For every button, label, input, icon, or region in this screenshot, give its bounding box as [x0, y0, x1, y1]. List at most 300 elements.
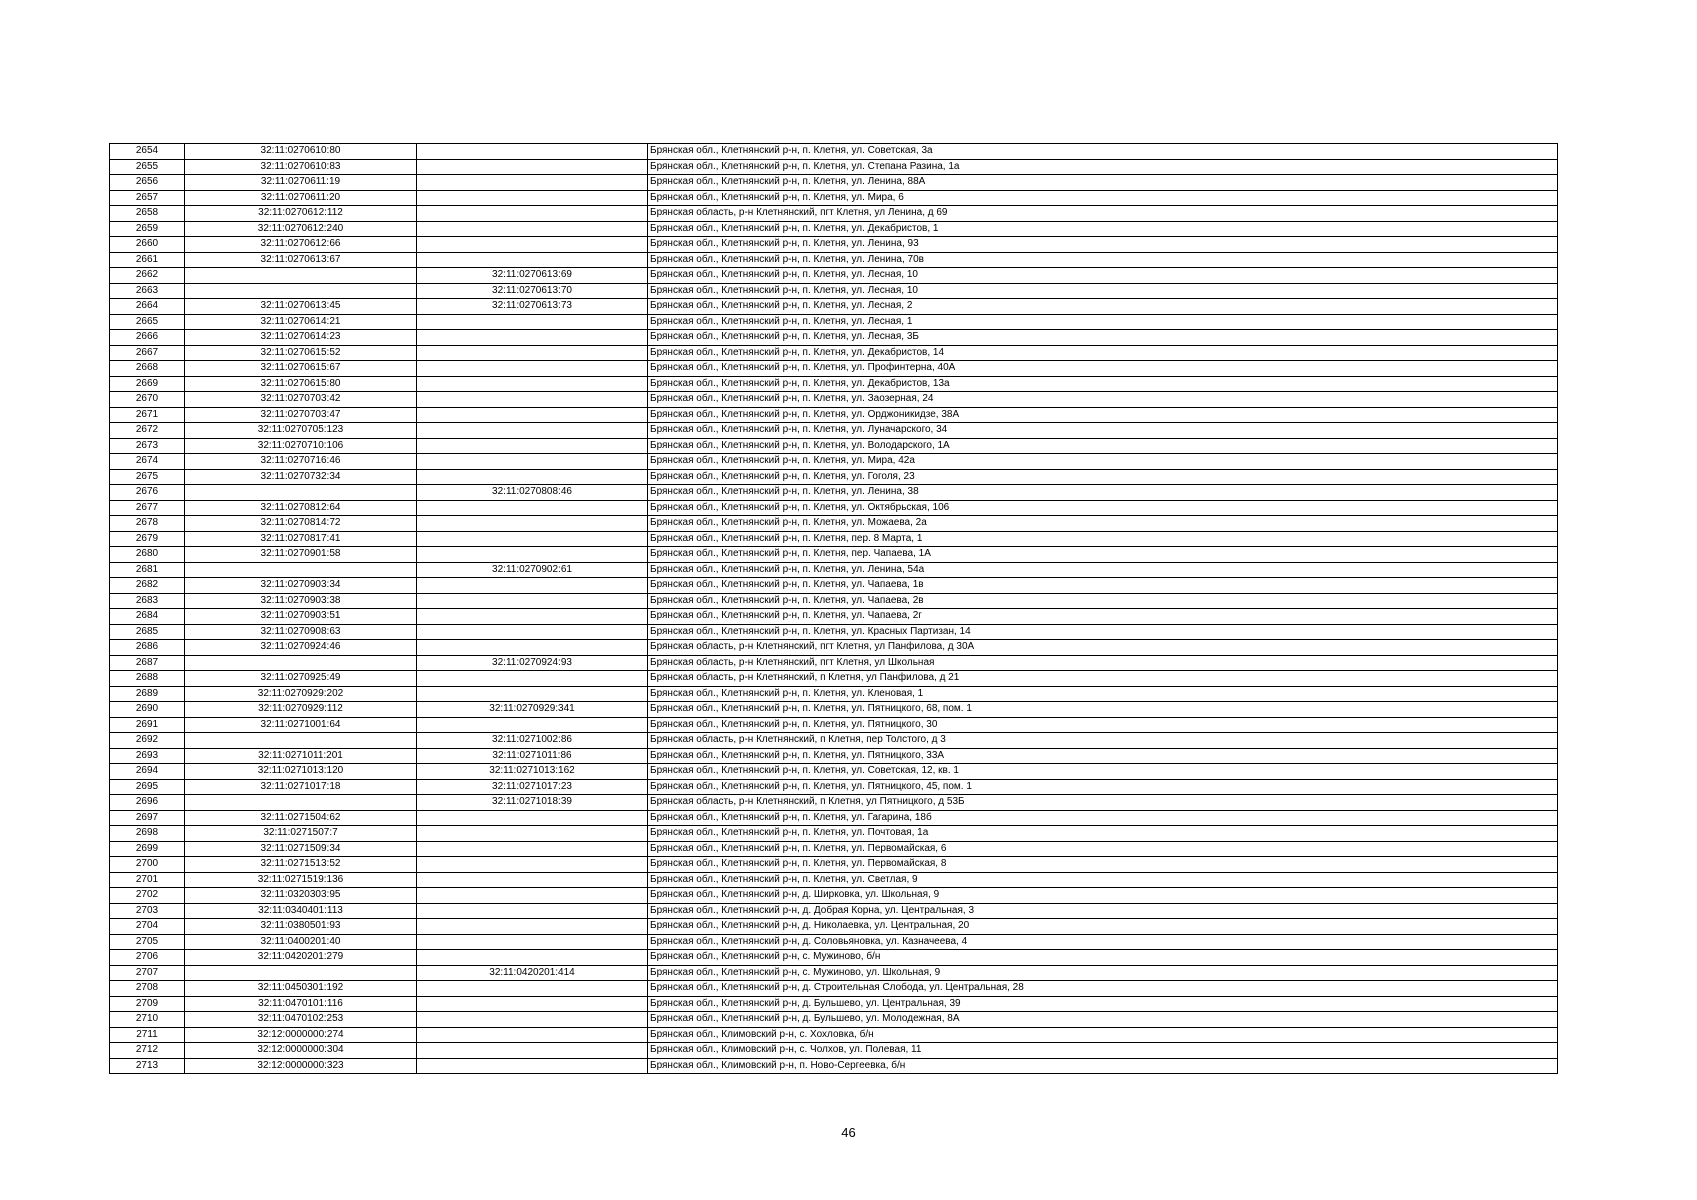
- related-cadastral-number-cell: 32:11:0271011:86: [417, 748, 648, 764]
- table-row: [110, 392, 1558, 408]
- table-row: [110, 531, 1558, 547]
- table-row: [110, 454, 1558, 470]
- table-row: [110, 1043, 1558, 1059]
- table-row: [110, 702, 1558, 718]
- row-number-cell: 2666: [110, 330, 185, 346]
- table-row: [110, 516, 1558, 532]
- cadastral-number-cell: 32:11:0270812:64: [185, 500, 417, 516]
- cadastral-number-cell: 32:11:0270929:112: [185, 702, 417, 718]
- row-number-cell: 2675: [110, 469, 185, 485]
- row-number-cell: 2684: [110, 609, 185, 625]
- address-cell: Брянская обл., Клетнянский р-н, п. Клетня, ул. Ленина, 38: [648, 485, 1558, 501]
- address-cell: Брянская обл., Клетнянский р-н, п. Клетня, ул. Декабристов, 13а: [648, 376, 1558, 392]
- table-row: [110, 268, 1558, 284]
- cadastral-number-cell: 32:12:0000000:323: [185, 1058, 417, 1074]
- table-row: [110, 686, 1558, 702]
- related-cadastral-number-cell: 32:11:0420201:414: [417, 965, 648, 981]
- table-row: [110, 950, 1558, 966]
- row-number-cell: 2703: [110, 903, 185, 919]
- related-cadastral-number-cell: [417, 175, 648, 191]
- records-table: [109, 143, 1558, 1074]
- row-number-cell: 2706: [110, 950, 185, 966]
- cadastral-number-cell: [185, 268, 417, 284]
- page-number: 46: [841, 1125, 856, 1140]
- related-cadastral-number-cell: 32:11:0271018:39: [417, 795, 648, 811]
- address-cell: Брянская обл., Клетнянский р-н, п. Клетня, ул. Пятницкого, 33А: [648, 748, 1558, 764]
- related-cadastral-number-cell: [417, 531, 648, 547]
- row-number-cell: 2657: [110, 190, 185, 206]
- address-cell: Брянская обл., Клетнянский р-н, п. Клетня, ул. Первомайская, 6: [648, 841, 1558, 857]
- address-cell: Брянская обл., Клетнянский р-н, п. Клетня, ул. Пятницкого, 45, пом. 1: [648, 779, 1558, 795]
- row-number-cell: 2679: [110, 531, 185, 547]
- address-cell: Брянская обл., Клетнянский р-н, п. Клетня, ул. Октябрьская, 106: [648, 500, 1558, 516]
- table-row: [110, 888, 1558, 904]
- table-row: [110, 593, 1558, 609]
- related-cadastral-number-cell: [417, 361, 648, 377]
- address-cell: Брянская обл., Клетнянский р-н, п. Клетня, ул. Светлая, 9: [648, 872, 1558, 888]
- table-row: [110, 934, 1558, 950]
- cadastral-number-cell: 32:11:0271001:64: [185, 717, 417, 733]
- related-cadastral-number-cell: 32:11:0270924:93: [417, 655, 648, 671]
- row-number-cell: 2688: [110, 671, 185, 687]
- cadastral-number-cell: [185, 485, 417, 501]
- related-cadastral-number-cell: [417, 314, 648, 330]
- related-cadastral-number-cell: [417, 934, 648, 950]
- table-row: [110, 810, 1558, 826]
- related-cadastral-number-cell: 32:11:0271013:162: [417, 764, 648, 780]
- table-row: [110, 562, 1558, 578]
- row-number-cell: 2692: [110, 733, 185, 749]
- table-row: [110, 609, 1558, 625]
- table-row: [110, 345, 1558, 361]
- table-row: [110, 252, 1558, 268]
- row-number-cell: 2665: [110, 314, 185, 330]
- address-cell: Брянская обл., Клетнянский р-н, п. Клетня, ул. Володарского, 1А: [648, 438, 1558, 454]
- related-cadastral-number-cell: [417, 345, 648, 361]
- address-cell: Брянская обл., Клетнянский р-н, п. Клетня, ул. Советская, 12, кв. 1: [648, 764, 1558, 780]
- cadastral-number-cell: 32:11:0270703:47: [185, 407, 417, 423]
- address-cell: Брянская обл., Клетнянский р-н, п. Клетня, ул. Ленина, 54а: [648, 562, 1558, 578]
- address-cell: Брянская обл., Клетнянский р-н, п. Клетня, ул. Пятницкого, 68, пом. 1: [648, 702, 1558, 718]
- related-cadastral-number-cell: [417, 252, 648, 268]
- related-cadastral-number-cell: [417, 593, 648, 609]
- row-number-cell: 2693: [110, 748, 185, 764]
- table-row: [110, 376, 1558, 392]
- table-row: [110, 423, 1558, 439]
- row-number-cell: 2671: [110, 407, 185, 423]
- address-cell: Брянская обл., Клетнянский р-н, п. Клетня, ул. Лесная, 10: [648, 268, 1558, 284]
- related-cadastral-number-cell: [417, 469, 648, 485]
- related-cadastral-number-cell: [417, 872, 648, 888]
- row-number-cell: 2681: [110, 562, 185, 578]
- address-cell: Брянская обл., Клетнянский р-н, п. Клетня, ул. Можаева, 2а: [648, 516, 1558, 532]
- related-cadastral-number-cell: 32:11:0270613:73: [417, 299, 648, 315]
- related-cadastral-number-cell: 32:11:0270613:70: [417, 283, 648, 299]
- cadastral-number-cell: 32:11:0270924:46: [185, 640, 417, 656]
- cadastral-number-cell: 32:11:0380501:93: [185, 919, 417, 935]
- address-cell: Брянская обл., Клетнянский р-н, п. Клетня, ул. Лесная, 10: [648, 283, 1558, 299]
- address-cell: Брянская обл., Клетнянский р-н, п. Клетня, ул. Кленовая, 1: [648, 686, 1558, 702]
- table-row: [110, 361, 1558, 377]
- cadastral-number-cell: 32:11:0270611:20: [185, 190, 417, 206]
- cadastral-number-cell: 32:11:0270929:202: [185, 686, 417, 702]
- cadastral-number-cell: 32:11:0340401:113: [185, 903, 417, 919]
- related-cadastral-number-cell: [417, 1012, 648, 1028]
- row-number-cell: 2700: [110, 857, 185, 873]
- row-number-cell: 2669: [110, 376, 185, 392]
- address-cell: Брянская обл., Клетнянский р-н, д. Николаевка, ул. Центральная, 20: [648, 919, 1558, 935]
- cadastral-number-cell: 32:11:0270908:63: [185, 624, 417, 640]
- address-cell: Брянская обл., Клетнянский р-н, с. Мужиново, ул. Школьная, 9: [648, 965, 1558, 981]
- row-number-cell: 2674: [110, 454, 185, 470]
- table-row: [110, 221, 1558, 237]
- related-cadastral-number-cell: [417, 547, 648, 563]
- related-cadastral-number-cell: [417, 330, 648, 346]
- row-number-cell: 2661: [110, 252, 185, 268]
- cadastral-number-cell: [185, 283, 417, 299]
- row-number-cell: 2682: [110, 578, 185, 594]
- related-cadastral-number-cell: [417, 423, 648, 439]
- cadastral-number-cell: 32:11:0270611:19: [185, 175, 417, 191]
- address-cell: Брянская обл., Клетнянский р-н, п. Клетня, ул. Красных Партизан, 14: [648, 624, 1558, 640]
- table-row: [110, 965, 1558, 981]
- table-row: [110, 1012, 1558, 1028]
- cadastral-number-cell: 32:11:0270615:52: [185, 345, 417, 361]
- address-cell: Брянская обл., Клетнянский р-н, п. Клетня, ул. Чапаева, 2г: [648, 609, 1558, 625]
- related-cadastral-number-cell: [417, 686, 648, 702]
- row-number-cell: 2691: [110, 717, 185, 733]
- address-cell: Брянская обл., Клетнянский р-н, п. Клетня, ул. Декабристов, 1: [648, 221, 1558, 237]
- row-number-cell: 2699: [110, 841, 185, 857]
- cadastral-number-cell: 32:11:0270703:42: [185, 392, 417, 408]
- cadastral-number-cell: 32:11:0271504:62: [185, 810, 417, 826]
- related-cadastral-number-cell: [417, 671, 648, 687]
- related-cadastral-number-cell: [417, 578, 648, 594]
- address-cell: Брянская обл., Климовский р-н, с. Хохловка, б/н: [648, 1027, 1558, 1043]
- address-cell: Брянская обл., Клетнянский р-н, п. Клетня, пер. 8 Марта, 1: [648, 531, 1558, 547]
- cadastral-number-cell: 32:11:0271519:136: [185, 872, 417, 888]
- cadastral-number-cell: [185, 795, 417, 811]
- address-cell: Брянская обл., Клетнянский р-н, п. Клетня, ул. Гагарина, 18б: [648, 810, 1558, 826]
- cadastral-number-cell: 32:11:0271011:201: [185, 748, 417, 764]
- cadastral-number-cell: 32:11:0271513:52: [185, 857, 417, 873]
- cadastral-number-cell: 32:11:0271017:18: [185, 779, 417, 795]
- related-cadastral-number-cell: [417, 888, 648, 904]
- row-number-cell: 2659: [110, 221, 185, 237]
- row-number-cell: 2660: [110, 237, 185, 253]
- related-cadastral-number-cell: [417, 919, 648, 935]
- table-row: [110, 903, 1558, 919]
- related-cadastral-number-cell: [417, 237, 648, 253]
- address-cell: Брянская обл., Клетнянский р-н, п. Клетня, ул. Заозерная, 24: [648, 392, 1558, 408]
- cadastral-number-cell: 32:11:0270710:106: [185, 438, 417, 454]
- related-cadastral-number-cell: 32:11:0270808:46: [417, 485, 648, 501]
- table-row: [110, 779, 1558, 795]
- cadastral-number-cell: [185, 655, 417, 671]
- address-cell: Брянская обл., Клетнянский р-н, д. Бульшево, ул. Центральная, 39: [648, 996, 1558, 1012]
- cadastral-number-cell: 32:11:0270614:21: [185, 314, 417, 330]
- cadastral-number-cell: 32:11:0270901:58: [185, 547, 417, 563]
- cadastral-number-cell: 32:11:0470101:116: [185, 996, 417, 1012]
- address-cell: Брянская обл., Клетнянский р-н, п. Клетня, ул. Мира, 6: [648, 190, 1558, 206]
- address-cell: Брянская обл., Клетнянский р-н, д. Строительная Слобода, ул. Центральная, 28: [648, 981, 1558, 997]
- table-row: [110, 996, 1558, 1012]
- related-cadastral-number-cell: [417, 950, 648, 966]
- address-cell: Брянская обл., Клетнянский р-н, п. Клетня, ул. Степана Разина, 1а: [648, 159, 1558, 175]
- row-number-cell: 2713: [110, 1058, 185, 1074]
- cadastral-number-cell: 32:11:0270817:41: [185, 531, 417, 547]
- row-number-cell: 2687: [110, 655, 185, 671]
- row-number-cell: 2667: [110, 345, 185, 361]
- table-row: [110, 500, 1558, 516]
- row-number-cell: 2707: [110, 965, 185, 981]
- table-row: [110, 547, 1558, 563]
- related-cadastral-number-cell: [417, 857, 648, 873]
- cadastral-number-cell: [185, 965, 417, 981]
- address-cell: Брянская обл., Климовский р-н, п. Ново-Сергеевка, б/н: [648, 1058, 1558, 1074]
- table-row: [110, 919, 1558, 935]
- row-number-cell: 2673: [110, 438, 185, 454]
- address-cell: Брянская обл., Клетнянский р-н, п. Клетня, ул. Лесная, 3Б: [648, 330, 1558, 346]
- related-cadastral-number-cell: 32:11:0270902:61: [417, 562, 648, 578]
- related-cadastral-number-cell: [417, 159, 648, 175]
- address-cell: Брянская область, р-н Клетнянский, п Клетня, ул Панфилова, д 21: [648, 671, 1558, 687]
- address-cell: Брянская обл., Клетнянский р-н, п. Клетня, ул. Гоголя, 23: [648, 469, 1558, 485]
- cadastral-number-cell: 32:11:0270615:67: [185, 361, 417, 377]
- table-row: [110, 1058, 1558, 1074]
- address-cell: Брянская обл., Клетнянский р-н, п. Клетня, ул. Декабристов, 14: [648, 345, 1558, 361]
- cadastral-number-cell: [185, 562, 417, 578]
- cadastral-number-cell: [185, 733, 417, 749]
- table-row: [110, 795, 1558, 811]
- row-number-cell: 2680: [110, 547, 185, 563]
- related-cadastral-number-cell: 32:11:0271002:86: [417, 733, 648, 749]
- row-number-cell: 2711: [110, 1027, 185, 1043]
- row-number-cell: 2658: [110, 206, 185, 222]
- related-cadastral-number-cell: [417, 221, 648, 237]
- table-row: [110, 640, 1558, 656]
- cadastral-number-cell: 32:11:0270732:34: [185, 469, 417, 485]
- related-cadastral-number-cell: [417, 1027, 648, 1043]
- row-number-cell: 2683: [110, 593, 185, 609]
- row-number-cell: 2697: [110, 810, 185, 826]
- row-number-cell: 2655: [110, 159, 185, 175]
- table-row: [110, 733, 1558, 749]
- cadastral-number-cell: 32:11:0400201:40: [185, 934, 417, 950]
- related-cadastral-number-cell: [417, 454, 648, 470]
- related-cadastral-number-cell: [417, 841, 648, 857]
- related-cadastral-number-cell: 32:11:0270613:69: [417, 268, 648, 284]
- related-cadastral-number-cell: [417, 438, 648, 454]
- address-cell: Брянская обл., Клетнянский р-н, п. Клетня, ул. Советская, 3а: [648, 144, 1558, 160]
- address-cell: Брянская область, р-н Клетнянский, п Клетня, ул Пятницкого, д 53Б: [648, 795, 1558, 811]
- row-number-cell: 2696: [110, 795, 185, 811]
- related-cadastral-number-cell: [417, 996, 648, 1012]
- cadastral-number-cell: 32:11:0420201:279: [185, 950, 417, 966]
- cadastral-number-cell: 32:11:0270612:240: [185, 221, 417, 237]
- table-row: [110, 144, 1558, 160]
- row-number-cell: 2654: [110, 144, 185, 160]
- address-cell: Брянская обл., Клетнянский р-н, п. Клетня, ул. Луначарского, 34: [648, 423, 1558, 439]
- related-cadastral-number-cell: [417, 392, 648, 408]
- table-row: [110, 857, 1558, 873]
- table-row: [110, 159, 1558, 175]
- cadastral-number-cell: 32:11:0270716:46: [185, 454, 417, 470]
- related-cadastral-number-cell: [417, 981, 648, 997]
- row-number-cell: 2695: [110, 779, 185, 795]
- address-cell: Брянская обл., Клетнянский р-н, п. Клетня, ул. Ленина, 93: [648, 237, 1558, 253]
- table-row: [110, 748, 1558, 764]
- related-cadastral-number-cell: [417, 609, 648, 625]
- address-cell: Брянская обл., Клетнянский р-н, д. Соловьяновка, ул. Казначеева, 4: [648, 934, 1558, 950]
- row-number-cell: 2705: [110, 934, 185, 950]
- table-row: [110, 206, 1558, 222]
- row-number-cell: 2678: [110, 516, 185, 532]
- related-cadastral-number-cell: [417, 640, 648, 656]
- table-row: [110, 872, 1558, 888]
- address-cell: Брянская обл., Клетнянский р-н, п. Клетня, ул. Лесная, 2: [648, 299, 1558, 315]
- row-number-cell: 2686: [110, 640, 185, 656]
- related-cadastral-number-cell: [417, 376, 648, 392]
- row-number-cell: 2690: [110, 702, 185, 718]
- table-row: [110, 330, 1558, 346]
- row-number-cell: 2702: [110, 888, 185, 904]
- address-cell: Брянская обл., Клетнянский р-н, п. Клетня, ул. Первомайская, 8: [648, 857, 1558, 873]
- row-number-cell: 2708: [110, 981, 185, 997]
- address-cell: Брянская обл., Клетнянский р-н, п. Клетня, ул. Ленина, 88А: [648, 175, 1558, 191]
- related-cadastral-number-cell: [417, 144, 648, 160]
- address-cell: Брянская обл., Клетнянский р-н, п. Клетня, ул. Почтовая, 1а: [648, 826, 1558, 842]
- cadastral-number-cell: 32:11:0270610:80: [185, 144, 417, 160]
- cadastral-number-cell: 32:11:0271509:34: [185, 841, 417, 857]
- row-number-cell: 2662: [110, 268, 185, 284]
- address-cell: Брянская область, р-н Клетнянский, пгт Клетня, ул Ленина, д 69: [648, 206, 1558, 222]
- table-row: [110, 826, 1558, 842]
- row-number-cell: 2656: [110, 175, 185, 191]
- table-row: [110, 469, 1558, 485]
- table-row: [110, 1027, 1558, 1043]
- row-number-cell: 2670: [110, 392, 185, 408]
- address-cell: Брянская обл., Клетнянский р-н, п. Клетня, ул. Профинтерна, 40А: [648, 361, 1558, 377]
- row-number-cell: 2712: [110, 1043, 185, 1059]
- row-number-cell: 2677: [110, 500, 185, 516]
- row-number-cell: 2698: [110, 826, 185, 842]
- cadastral-number-cell: 32:12:0000000:274: [185, 1027, 417, 1043]
- table-row: [110, 981, 1558, 997]
- row-number-cell: 2709: [110, 996, 185, 1012]
- address-cell: Брянская обл., Клетнянский р-н, п. Клетня, ул. Ленина, 70в: [648, 252, 1558, 268]
- related-cadastral-number-cell: 32:11:0271017:23: [417, 779, 648, 795]
- related-cadastral-number-cell: [417, 624, 648, 640]
- cadastral-number-cell: 32:11:0270612:112: [185, 206, 417, 222]
- row-number-cell: 2689: [110, 686, 185, 702]
- related-cadastral-number-cell: [417, 516, 648, 532]
- table-row: [110, 578, 1558, 594]
- cadastral-number-cell: 32:11:0470102:253: [185, 1012, 417, 1028]
- records-table-body: [110, 144, 1558, 1074]
- related-cadastral-number-cell: [417, 810, 648, 826]
- table-row: [110, 314, 1558, 330]
- address-cell: Брянская обл., Клетнянский р-н, п. Клетня, ул. Чапаева, 1в: [648, 578, 1558, 594]
- table-row: [110, 407, 1558, 423]
- related-cadastral-number-cell: [417, 826, 648, 842]
- table-row: [110, 717, 1558, 733]
- table-row: [110, 485, 1558, 501]
- table-row: [110, 438, 1558, 454]
- address-cell: Брянская обл., Клетнянский р-н, п. Клетня, ул. Орджоникидзе, 38А: [648, 407, 1558, 423]
- table-row: [110, 841, 1558, 857]
- cadastral-number-cell: 32:12:0000000:304: [185, 1043, 417, 1059]
- cadastral-number-cell: 32:11:0450301:192: [185, 981, 417, 997]
- row-number-cell: 2704: [110, 919, 185, 935]
- related-cadastral-number-cell: [417, 500, 648, 516]
- related-cadastral-number-cell: [417, 190, 648, 206]
- related-cadastral-number-cell: [417, 1043, 648, 1059]
- row-number-cell: 2663: [110, 283, 185, 299]
- row-number-cell: 2672: [110, 423, 185, 439]
- cadastral-number-cell: 32:11:0270613:45: [185, 299, 417, 315]
- address-cell: Брянская обл., Климовский р-н, с. Чолхов, ул. Полевая, 11: [648, 1043, 1558, 1059]
- table-row: [110, 283, 1558, 299]
- related-cadastral-number-cell: [417, 1058, 648, 1074]
- address-cell: Брянская обл., Клетнянский р-н, д. Ширковка, ул. Школьная, 9: [648, 888, 1558, 904]
- related-cadastral-number-cell: [417, 407, 648, 423]
- address-cell: Брянская обл., Клетнянский р-н, п. Клетня, ул. Мира, 42а: [648, 454, 1558, 470]
- address-cell: Брянская обл., Клетнянский р-н, п. Клетня, ул. Пятницкого, 30: [648, 717, 1558, 733]
- cadastral-number-cell: 32:11:0270925:49: [185, 671, 417, 687]
- table-row: [110, 624, 1558, 640]
- address-cell: Брянская обл., Клетнянский р-н, д. Бульшево, ул. Молодежная, 8А: [648, 1012, 1558, 1028]
- cadastral-number-cell: 32:11:0270903:34: [185, 578, 417, 594]
- table-row: [110, 190, 1558, 206]
- cadastral-number-cell: 32:11:0270903:38: [185, 593, 417, 609]
- table-row: [110, 299, 1558, 315]
- related-cadastral-number-cell: 32:11:0270929:341: [417, 702, 648, 718]
- table-row: [110, 237, 1558, 253]
- cadastral-number-cell: 32:11:0270615:80: [185, 376, 417, 392]
- cadastral-number-cell: 32:11:0270814:72: [185, 516, 417, 532]
- table-row: [110, 671, 1558, 687]
- row-number-cell: 2701: [110, 872, 185, 888]
- cadastral-number-cell: 32:11:0270614:23: [185, 330, 417, 346]
- cadastral-number-cell: 32:11:0271507:7: [185, 826, 417, 842]
- row-number-cell: 2668: [110, 361, 185, 377]
- table-row: [110, 764, 1558, 780]
- related-cadastral-number-cell: [417, 903, 648, 919]
- address-cell: Брянская обл., Клетнянский р-н, п. Клетня, пер. Чапаева, 1А: [648, 547, 1558, 563]
- cadastral-number-cell: 32:11:0270705:123: [185, 423, 417, 439]
- cadastral-number-cell: 32:11:0270610:83: [185, 159, 417, 175]
- address-cell: Брянская обл., Клетнянский р-н, п. Клетня, ул. Чапаева, 2в: [648, 593, 1558, 609]
- cadastral-number-cell: 32:11:0270903:51: [185, 609, 417, 625]
- address-cell: Брянская область, р-н Клетнянский, пгт Клетня, ул Панфилова, д 30А: [648, 640, 1558, 656]
- table-row: [110, 655, 1558, 671]
- row-number-cell: 2694: [110, 764, 185, 780]
- related-cadastral-number-cell: [417, 717, 648, 733]
- cadastral-number-cell: 32:11:0320303:95: [185, 888, 417, 904]
- address-cell: Брянская область, р-н Клетнянский, пгт Клетня, ул Школьная: [648, 655, 1558, 671]
- address-cell: Брянская обл., Клетнянский р-н, д. Добрая Корна, ул. Центральная, 3: [648, 903, 1558, 919]
- cadastral-number-cell: 32:11:0271013:120: [185, 764, 417, 780]
- row-number-cell: 2676: [110, 485, 185, 501]
- related-cadastral-number-cell: [417, 206, 648, 222]
- address-cell: Брянская обл., Клетнянский р-н, с. Мужиново, б/н: [648, 950, 1558, 966]
- address-cell: Брянская область, р-н Клетнянский, п Клетня, пер Толстого, д 3: [648, 733, 1558, 749]
- cadastral-number-cell: 32:11:0270613:67: [185, 252, 417, 268]
- cadastral-number-cell: 32:11:0270612:66: [185, 237, 417, 253]
- row-number-cell: 2710: [110, 1012, 185, 1028]
- address-cell: Брянская обл., Клетнянский р-н, п. Клетня, ул. Лесная, 1: [648, 314, 1558, 330]
